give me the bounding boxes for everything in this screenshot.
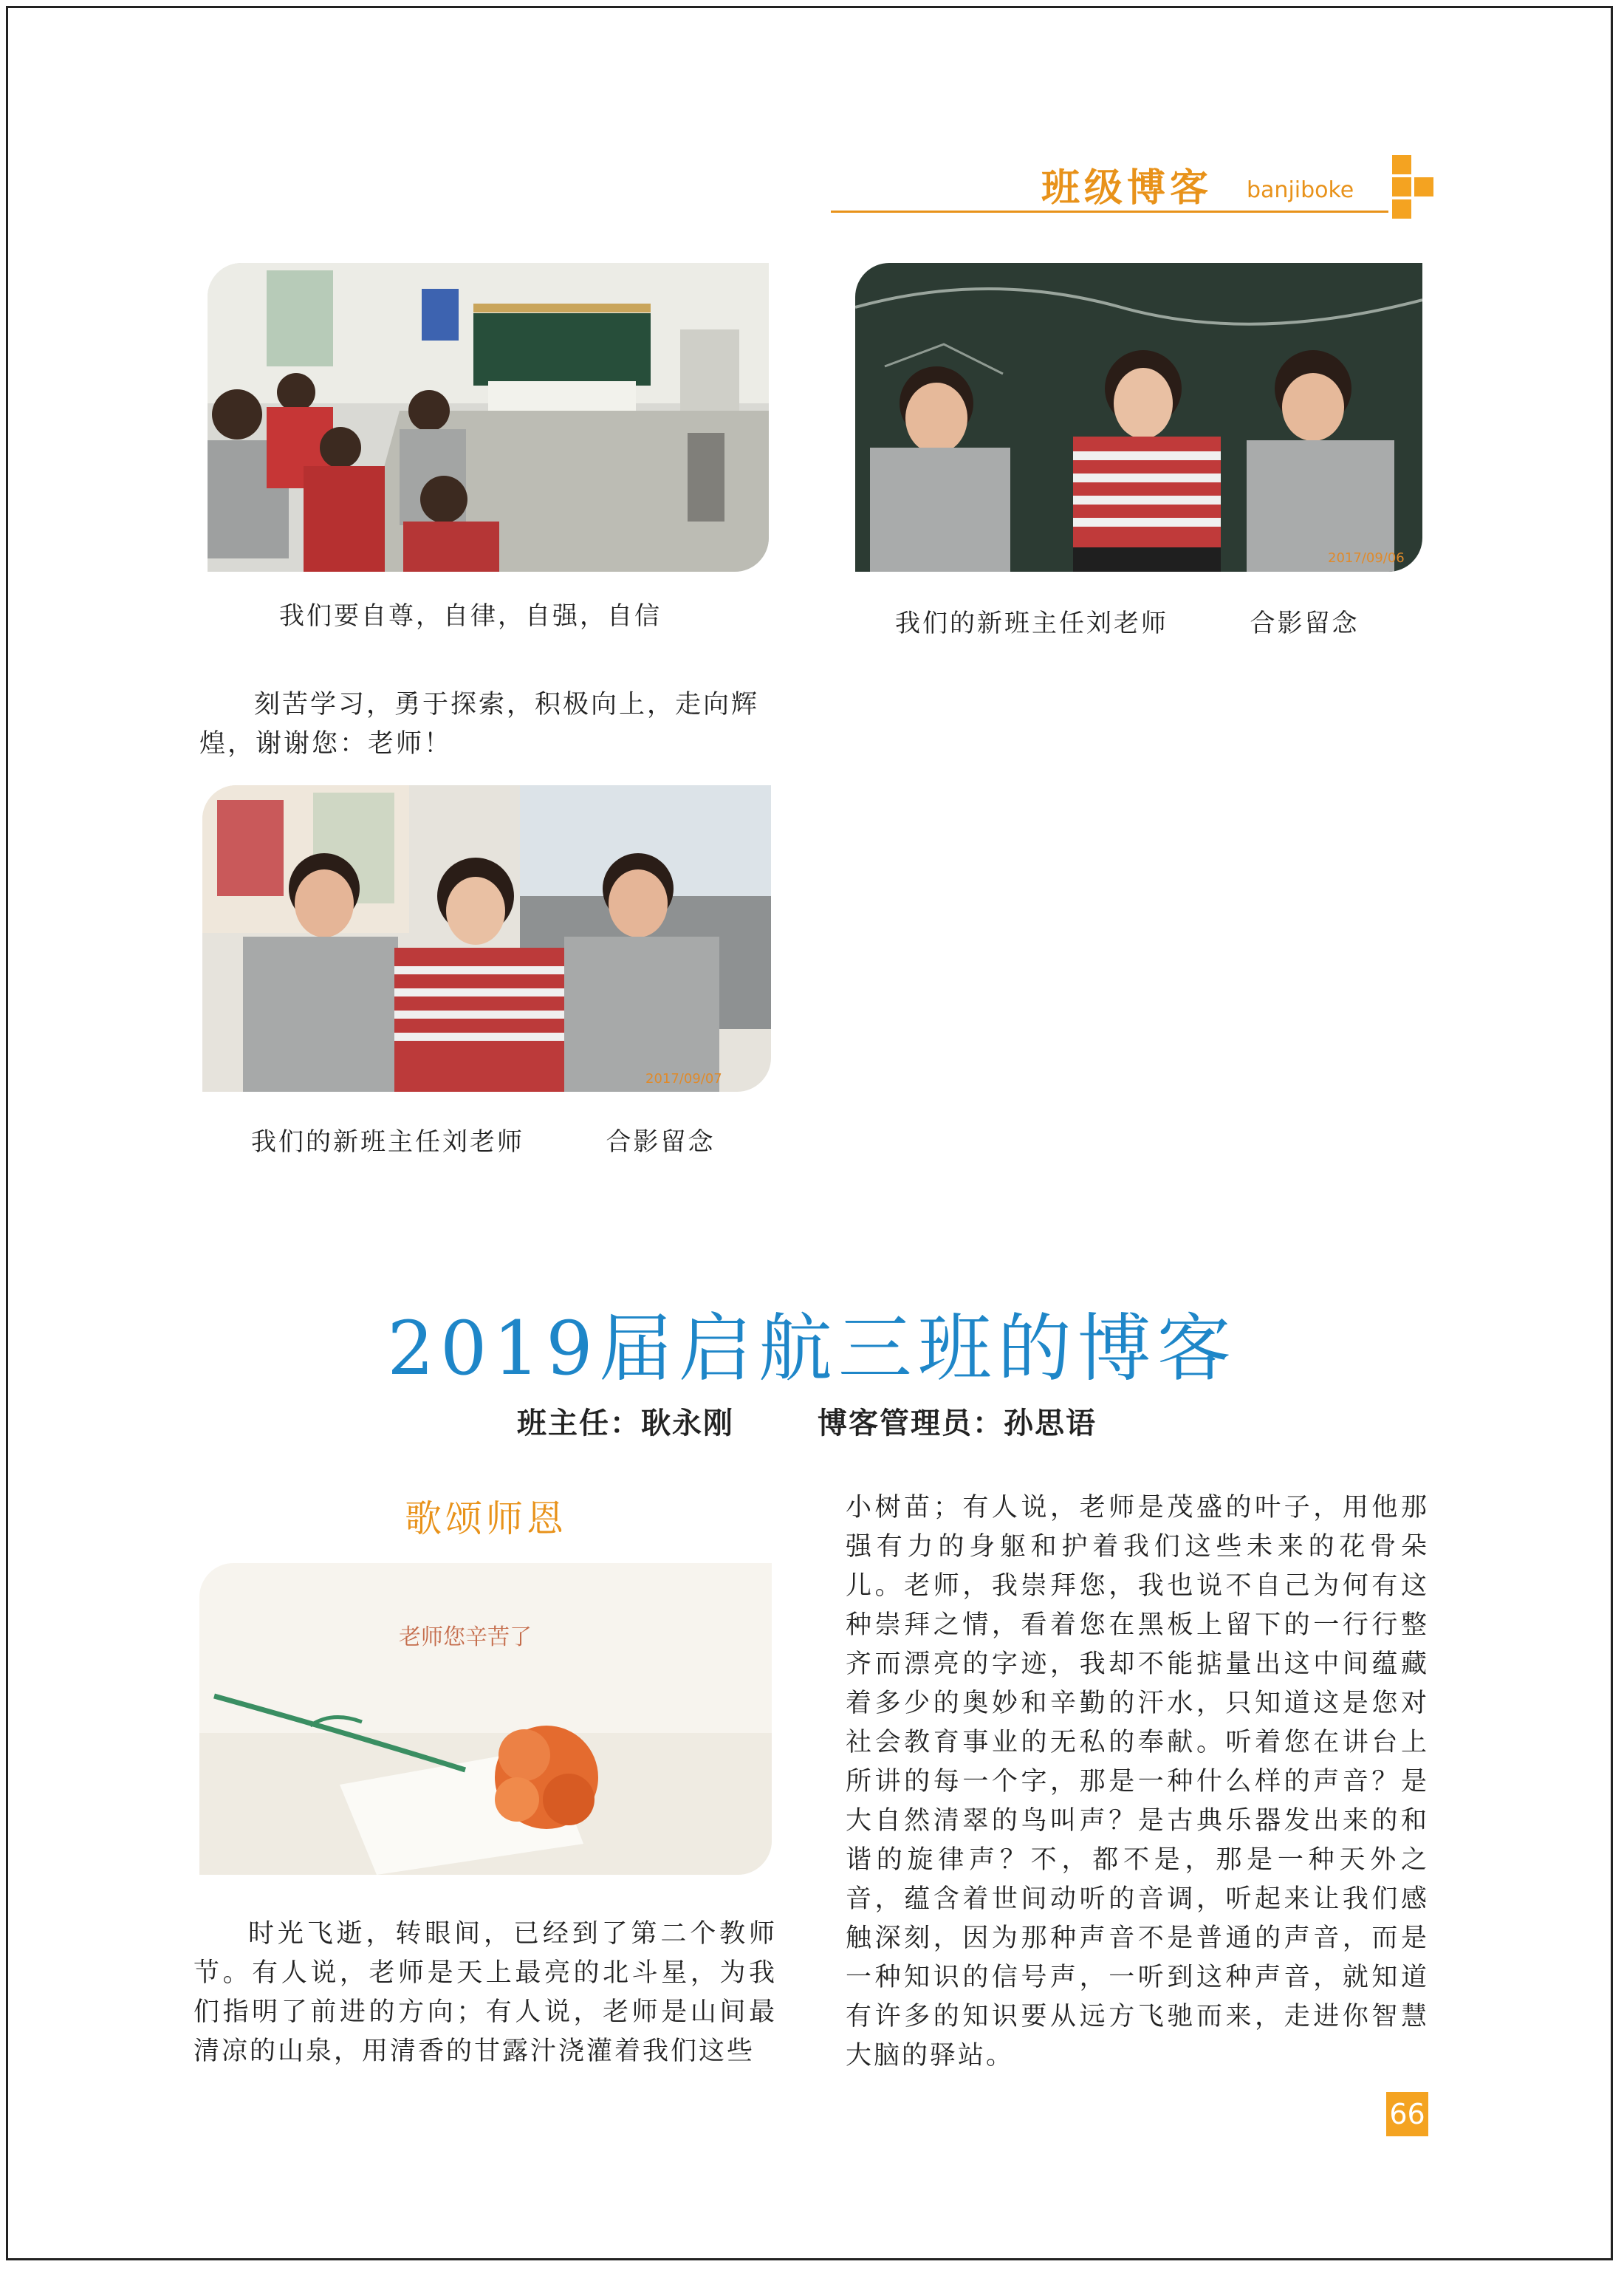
intro-paragraph: 刻苦学习，勇于探索，积极向上，走向辉煌，谢谢您：老师！ — [199, 690, 760, 759]
section-header-subtitle: banjiboke — [1247, 177, 1354, 203]
header-rule — [831, 211, 1388, 213]
page-number: 66 — [1386, 2092, 1428, 2136]
classroom-photo — [208, 263, 769, 572]
section-title: 歌颂师恩 — [405, 1497, 567, 1540]
photo-caption-classroom: 我们要自尊，自律，自强，自信 — [279, 601, 662, 631]
carnation-photo — [199, 1563, 772, 1875]
article-body-right: 小树苗；有人说，老师是茂盛的叶子，用他那强有力的身躯和护着我们这些未来的花骨朵儿。老师，我崇拜您，我也说不自己为何有这种崇拜之情，看着您在黑板上留下的一行行整齐而漂亮的字迹，我却不能掂量出这中间蕴藏着多少的奥妙和辛勤的汗水，只知道这是您对社会教育事业的无私的奉献。听着您在讲台上所讲的每一个字，那是一种什么样的声音？是大自然清翠的鸟叫声？是古典乐器发出来的和谐的旋律声？不，都不是，那是一种天外之音，蕴含着世间动听的音调，听起来让我们感触深刻，因为那种声音不是普通的声音，而是一种知识的信号声，一听到这种声音，就知道有许多的知识要从远方飞驰而来，走进你智慧大脑的驿站。 — [846, 1493, 1429, 2071]
carnation-card-text: 老师您辛苦了 — [399, 1624, 532, 1650]
blog-admin-line: 博客管理员：孙思语 — [818, 1406, 1097, 1440]
class-teacher-line: 班主任：耿永刚 — [517, 1406, 734, 1440]
page-title: 2019届启航三班的博客 — [387, 1305, 1237, 1392]
section-header-title: 班级博客 — [1041, 166, 1213, 211]
photo-caption-blackboard: 我们的新班主任刘老师 合影留念 — [895, 609, 1360, 638]
teacher-group-photo-blackboard — [855, 263, 1422, 572]
photo-date-stamp: 2017/09/06 — [1328, 550, 1405, 566]
photo-caption-hallway: 我们的新班主任刘老师 合影留念 — [251, 1127, 716, 1157]
teacher-group-photo-hallway — [202, 785, 771, 1092]
article-body-left: 时光飞逝，转眼间，已经到了第二个教师节。有人说，老师是天上最亮的北斗星，为我们指明了前进的方向；有人说，老师是山间最清凉的山泉，用清香的甘露汁浇灌着我们这些 — [193, 1919, 777, 2066]
photo-date-stamp: 2017/09/07 — [645, 1071, 722, 1087]
